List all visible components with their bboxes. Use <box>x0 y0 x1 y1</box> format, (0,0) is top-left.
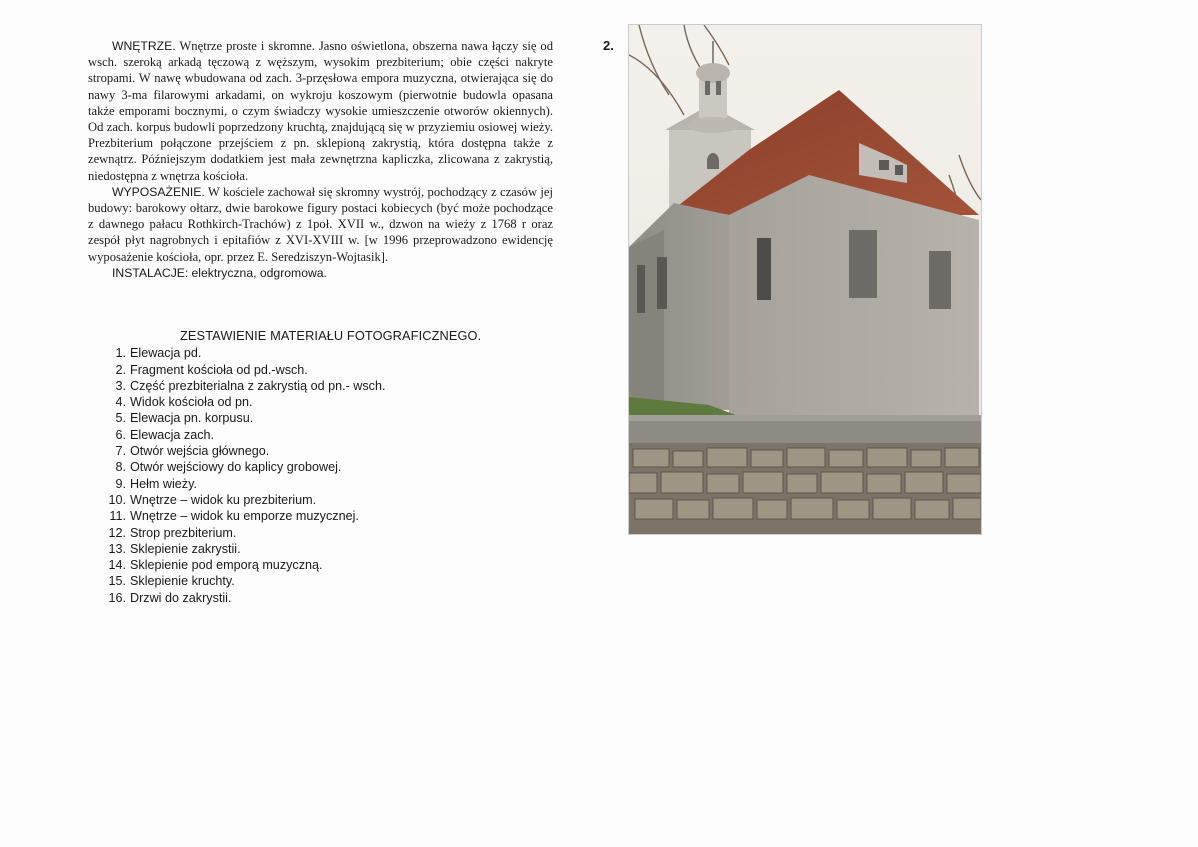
photo-list-item <box>100 525 520 541</box>
photo-list-item-number: 8. <box>115 460 126 475</box>
photo-list-item-label: Drzwi do zakrystii. <box>130 590 232 605</box>
photo-list-item-number: 3. <box>115 378 126 393</box>
photo-list-item-label: Elewacja zach. <box>130 427 214 442</box>
photo-list-item-number: 9. <box>115 476 126 491</box>
photo-list-title: ZESTAWIENIE MATERIAŁU FOTOGRAFICZNEGO. <box>180 328 482 343</box>
photo-list-items <box>100 345 520 606</box>
photo-list-item-number: 4. <box>115 395 126 410</box>
photo-list-item-label: Otwór wejściowy do kaplicy grobowej. <box>130 460 342 475</box>
wnetrze-heading: WNĘTRZE. <box>112 39 176 53</box>
plate-number: 2. <box>603 38 614 53</box>
instalacje-text: elektryczna, odgromowa. <box>191 265 327 280</box>
photo-list-item <box>100 427 520 443</box>
photo-list-item-number: 7. <box>115 444 126 459</box>
photo-list <box>100 328 520 606</box>
photo-list-item-label: Widok kościoła od pn. <box>130 395 253 410</box>
photo-list-item <box>100 590 520 606</box>
photo-list-item <box>100 378 520 394</box>
photo-list-item-number: 11. <box>109 509 126 524</box>
photo-list-item <box>100 476 520 492</box>
church-photo <box>628 24 982 535</box>
instalacje-heading: INSTALACJE: <box>112 265 189 280</box>
photo-list-item-label: Wnętrze – widok ku prezbiterium. <box>130 492 317 507</box>
photo-list-item-number: 1. <box>115 346 126 361</box>
photo-list-item-number: 15. <box>108 574 126 589</box>
wnetrze-text: Wnętrze proste i skromne. Jasno oświetlona, obszerna nawa łączy się od wsch. szeroką arkadą tęczową z węższym, wysokim prezbiterium; obie części nakryte stropami. W nawę wbudowana od zach. 3-przęsłowa empora muzyczna, otwierająca się do nawy 3-ma filarowymi arkadami, on wykroju koszowym (pierwotnie budowla opasana także emporami bocznymi, o czym świadczy wysokie umieszczenie otworów okiennych). Od zach. korpus budowli poprzedzony kruchtą, znajdującą się w przyziemiu osiowej wieży. Prezbiterium połączone przejściem z pn. sklepioną zakrystią, która dostępna także z zewnątrz. Późniejszym dodatkiem jest mała zewnętrzna kapliczka, zlicowana z zakrystią, niedostępna z wnętrza kościoła. <box>88 39 553 183</box>
photo-list-item <box>100 459 520 475</box>
photo-list-item-label: Sklepienie kruchty. <box>130 574 235 589</box>
instalacje-paragraph <box>88 265 553 281</box>
photo-list-item-label: Sklepienie zakrystii. <box>130 541 241 556</box>
photo-list-item <box>100 362 520 378</box>
photo-list-item <box>100 573 520 589</box>
photo-list-item-number: 13. <box>108 541 126 556</box>
photo-list-item-label: Fragment kościoła od pd.-wsch. <box>130 362 308 377</box>
wyposazenie-text: W kościele zachował się skromny wystrój, pochodzący z czasów jej budowy: barokowy ołtarz, dwie barokowe figury postaci kobiecych (być może pochodzące z dawnego pałacu Rothkirch-Trachów) z 1poł. XVII w., dzwon na wieży z 1768 r oraz zespół płyt nagrobnych i epitafiów z XVI-XVIII w. [w 1996 przeprowadzono ewidencję wyposażenie kościoła, opr. przez E. Seredziszyn-Wojtasik]. <box>88 184 553 264</box>
photo-list-item-number: 2. <box>115 362 126 377</box>
photo-list-item-number: 5. <box>115 411 126 426</box>
photo-list-item <box>100 492 520 508</box>
photo-list-item-label: Otwór wejścia głównego. <box>130 444 270 459</box>
wnetrze-paragraph <box>88 38 553 184</box>
photo-list-item <box>100 443 520 459</box>
photo-list-item-number: 16. <box>108 590 126 605</box>
photo-list-item-number: 6. <box>115 427 126 442</box>
wyposazenie-heading: WYPOSAŻENIE. <box>112 184 205 199</box>
photo-list-item-label: Hełm wieży. <box>130 476 197 491</box>
photo-list-item-label: Wnętrze – widok ku emporze muzycznej. <box>130 509 359 524</box>
photo-list-item <box>100 345 520 361</box>
photo-list-item <box>100 410 520 426</box>
photo-list-item-label: Elewacja pd. <box>130 346 202 361</box>
description-text <box>88 38 553 281</box>
photo-list-item-label: Część prezbiterialna z zakrystią od pn.- wsch. <box>130 378 386 393</box>
photo-list-item-number: 10. <box>108 492 126 507</box>
photo-list-item-label: Strop prezbiterium. <box>130 525 237 540</box>
wyposazenie-paragraph <box>88 184 553 265</box>
photo-list-item-label: Sklepienie pod emporą muzyczną. <box>130 558 323 573</box>
photo-list-item <box>100 508 520 524</box>
photo-list-item <box>100 394 520 410</box>
photo-list-item-number: 14. <box>108 558 126 573</box>
photo-list-item-label: Elewacja pn. korpusu. <box>130 411 254 426</box>
photo-list-item <box>100 557 520 573</box>
photo-list-item <box>100 541 520 557</box>
photo-list-item-number: 12. <box>108 525 126 540</box>
